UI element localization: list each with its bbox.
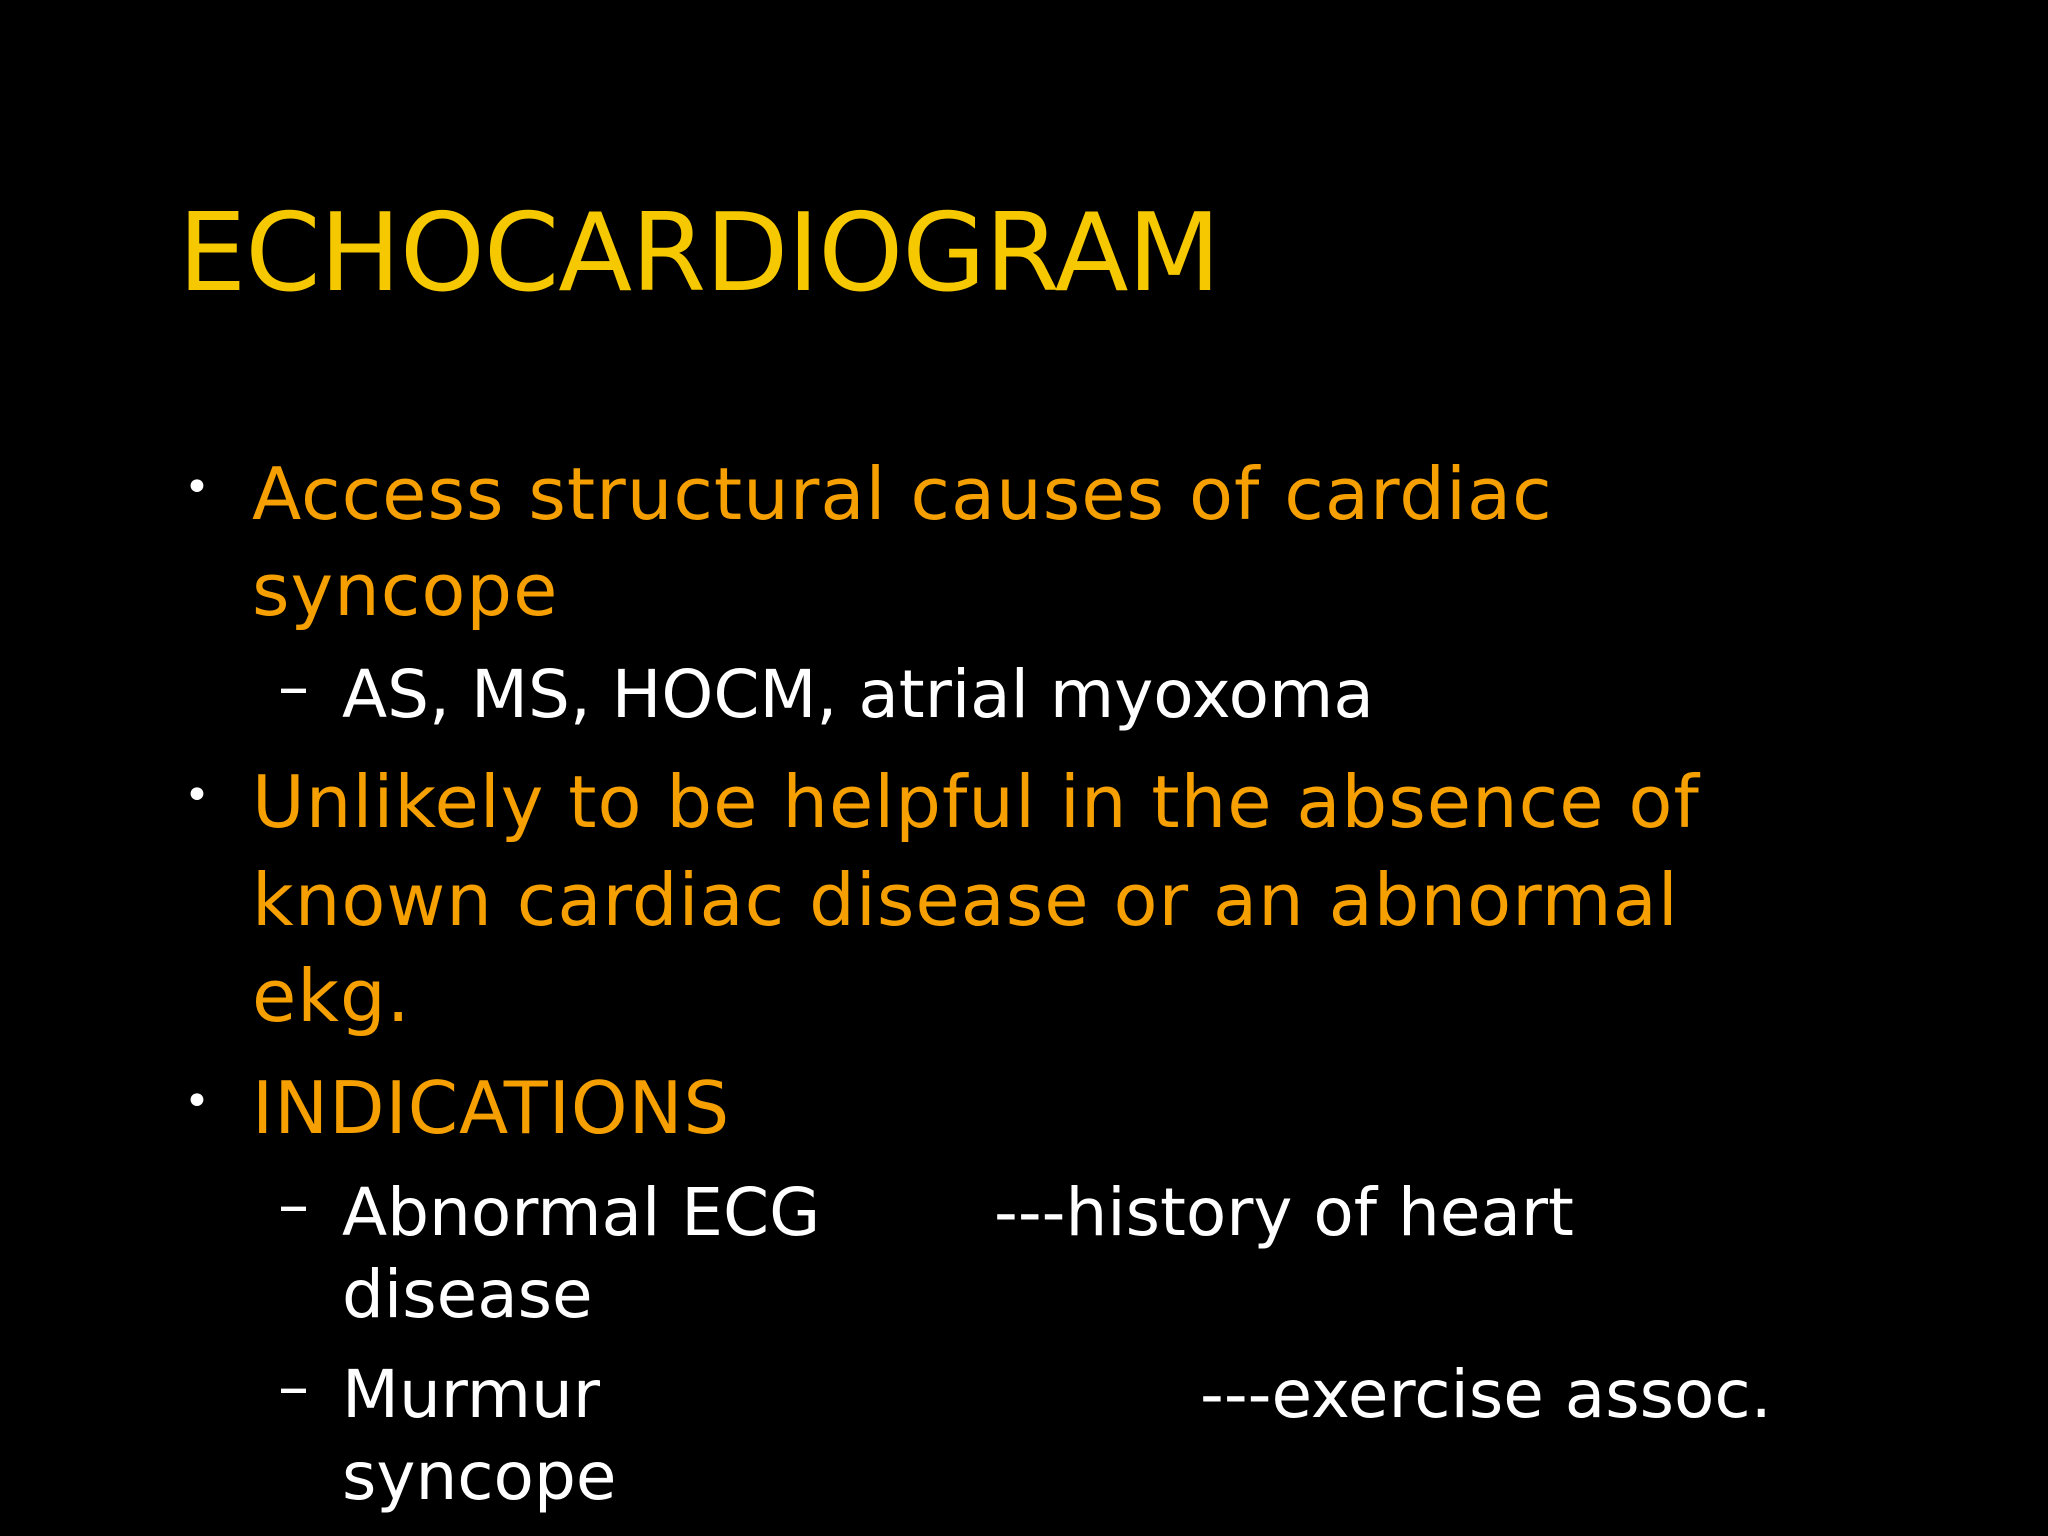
bullet-2-line-2: known cardiac disease or an abnormal <box>252 858 1679 942</box>
bullet-dot-icon: • <box>184 1076 210 1127</box>
bullet-1-line-2: syncope <box>252 548 559 632</box>
bullet-2-line-1: Unlikely to be helpful in the absence of <box>252 760 1700 844</box>
sub-dash-icon: – <box>278 1350 309 1423</box>
sub-bullet-3-1-left: Abnormal ECG <box>342 1174 821 1251</box>
sub-dash-icon: – <box>278 650 309 723</box>
sub-bullet-3-2-right: ---exercise assoc. <box>1200 1356 1772 1433</box>
bullet-dot-icon: • <box>184 770 210 821</box>
bullet-2-line-3: ekg. <box>252 954 411 1038</box>
sub-dash-icon: – <box>278 1168 309 1241</box>
sub-bullet-1-1: AS, MS, HOCM, atrial myoxoma <box>342 656 1374 733</box>
sub-bullet-3-1-wrap: disease <box>342 1256 593 1333</box>
sub-bullet-3-1-right: ---history of heart <box>994 1174 1574 1251</box>
bullet-3-line-1: INDICATIONS <box>252 1066 731 1150</box>
bullet-1-line-1: Access structural causes of cardiac <box>252 452 1553 536</box>
slide-title: ECHOCARDIOGRAM <box>178 191 1220 316</box>
bullet-dot-icon: • <box>184 462 210 513</box>
sub-bullet-3-2-left: Murmur <box>342 1356 601 1433</box>
sub-bullet-3-2-wrap: syncope <box>342 1438 617 1515</box>
